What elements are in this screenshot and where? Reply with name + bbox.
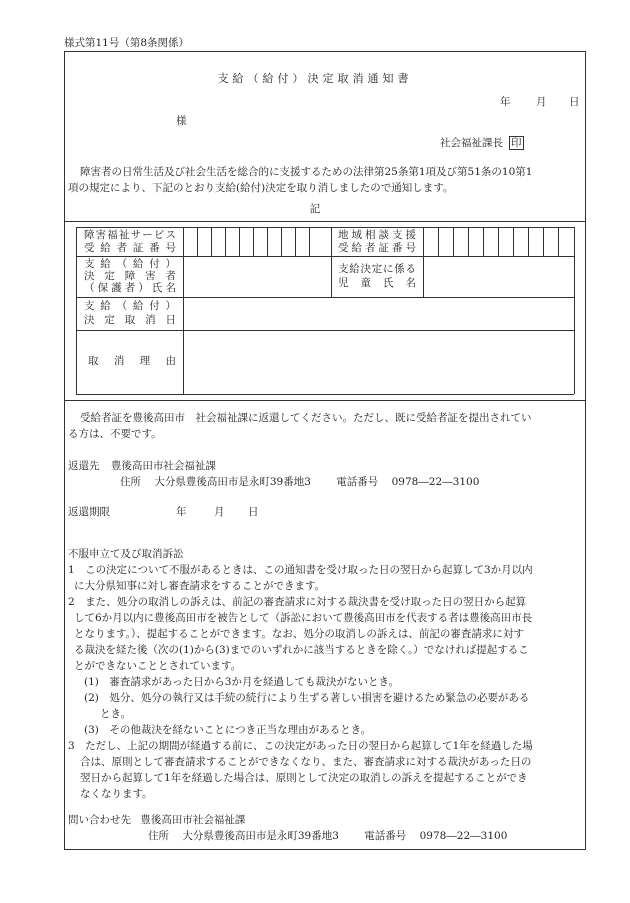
digit-box-divider	[498, 227, 499, 256]
table-left-border	[76, 227, 77, 394]
consult-label-2: 受給者証番号	[338, 242, 416, 254]
digit-box-divider	[211, 227, 212, 256]
inquiry-addr-label: 住所	[148, 830, 169, 842]
consult-label-1: 地域相談支援	[338, 229, 416, 241]
document-title: 支給（給付）決定取消通知書	[217, 72, 413, 85]
addressee-suffix: 様	[176, 115, 187, 127]
deadline-day: 日	[248, 506, 259, 518]
inquiry-addr: 大分県豊後高田市是永町39番地3	[182, 830, 339, 842]
table-label-divider	[423, 227, 424, 297]
inquiry	[68, 812, 245, 827]
digit-box-divider	[197, 227, 198, 256]
appeal-p1-line2: に大分県知事に対し審査請求をすることができます。	[74, 580, 326, 592]
digit-box-divider	[253, 227, 254, 256]
deadline-month: 月	[214, 506, 225, 518]
decided-person-label-3: （保護者）氏名	[84, 282, 176, 294]
decided-person-label-1: 支給（給付）	[84, 258, 176, 270]
table-divider	[64, 221, 586, 222]
deadline-year: 年	[176, 506, 187, 518]
appeal-p2-line1: 2 また、処分の取消しの訴えは、前記の審査請求に対する裁決書を受け取った日の翌日から起算	[68, 596, 527, 608]
cancel-date-label-1: 支給（給付）	[84, 300, 176, 312]
digit-box-divider	[543, 227, 544, 256]
date-day: 日	[569, 96, 580, 108]
appeal-p3-line1: 3 ただし、上記の期間が経過する前に、この決定があった日の翌日から起算して1年を経過した場	[68, 740, 533, 752]
deadline-label: 返還期限	[68, 506, 110, 518]
return-note-line-1: 受給者証を豊後高田市 社会福祉課に返還してください。ただし、既に受給者証を提出されてい	[80, 412, 532, 424]
appeal-p1-line1: 1 この決定について不服があるときは、この通知書を受け取った日の翌日から起算して3か月以内	[68, 564, 533, 576]
table-row-divider	[76, 330, 574, 331]
digit-box-divider	[225, 227, 226, 256]
table-row-divider	[76, 297, 574, 298]
ki-heading: 記	[309, 203, 321, 215]
return-tel-label: 電話番号	[336, 476, 379, 488]
appeal-sub2-line2: とき。	[100, 708, 132, 720]
return-note-line-2: る方は、不要です。	[68, 428, 162, 440]
return-address	[120, 474, 479, 489]
appeal-p2-line4: る裁決を経た後（次の(1)から(3)までのいずれかに該当するときを除く。）でなければ提起するこ	[74, 644, 529, 656]
return-dest-label: 返還先	[68, 460, 100, 472]
sender	[440, 135, 524, 150]
return-dest-name: 豊後高田市社会福祉課	[110, 460, 216, 472]
inquiry-address	[148, 828, 507, 843]
reason-label: 取消理由	[88, 355, 176, 367]
appeal-p2-line3: となります。）、提起することができます。なお、処分の取消しの訴えは、前記の審査請求に対す	[74, 628, 524, 640]
form-number: 様式第11号（第8条関係）	[64, 37, 190, 49]
table-right-border	[574, 227, 575, 394]
table-center-divider	[331, 227, 332, 297]
appeal-p3-line4: なくなります。	[80, 788, 153, 800]
appeal-sub2-line1: (2) 処分、処分の執行又は手続の続行により生ずる著しい損害を避けるため緊急の必要がある	[84, 692, 530, 704]
appeal-p3-line2: 合は、原則として審査請求することができなくなり、また、審査請求に対する裁決があった日の	[80, 756, 532, 768]
return-addr-label: 住所	[120, 476, 141, 488]
digit-box-divider	[468, 227, 469, 256]
child-label-2: 児童氏名	[338, 277, 416, 289]
appeal-p2-line5: とができないこととされています。	[74, 660, 242, 672]
appeal-sub1: (1) 審査請求があった日から3か月を経過しても裁決がないとき。	[84, 676, 400, 688]
inquiry-name: 豊後高田市社会福祉課	[140, 814, 246, 826]
digit-box-divider	[528, 227, 529, 256]
table-row-divider	[76, 256, 574, 257]
welfare-label-2: 受給者証番号	[84, 242, 176, 254]
inquiry-tel-label: 電話番号	[364, 830, 407, 842]
return-addr: 大分県豊後高田市是永町39番地3	[154, 476, 311, 488]
digit-box-divider	[281, 227, 282, 256]
digit-box-divider	[513, 227, 514, 256]
appeal-p3-line3: 翌日から起算して1年を経過した場合は、原則として決定の取消しの訴えを提起することができ	[80, 772, 528, 784]
digit-box-divider	[239, 227, 240, 256]
digit-box-divider	[483, 227, 484, 256]
table-top-border	[76, 227, 574, 228]
digit-box-divider	[309, 227, 310, 256]
date-month: 月	[536, 96, 547, 108]
inquiry-tel: 0978―22―3100	[419, 830, 508, 842]
table-label-divider	[183, 227, 184, 394]
cancel-date-label-2: 決定取消日	[84, 314, 176, 326]
intro-line-1: 障害者の日常生活及び社会生活を総合的に支援するための法律第25条第1項及び第51条の10第1	[80, 166, 533, 178]
welfare-label-1: 障害福祉サービス	[84, 229, 176, 241]
appeal-p2-line2: して6か月以内に豊後高田市を被告として（訴訟において豊後高田市を代表する者は豊後高田市長	[74, 612, 533, 624]
appeal-sub3: (3) その他裁決を経ないことにつき正当な理由があるとき。	[84, 724, 372, 736]
digit-box-divider	[295, 227, 296, 256]
digit-box-divider	[558, 227, 559, 256]
intro-line-2: 項の規定により、下記のとおり支給(給付)決定を取り消しましたので通知します。	[68, 182, 454, 194]
return-tel: 0978―22―3100	[391, 476, 480, 488]
seal-mark: 印	[511, 137, 522, 149]
inquiry-label: 問い合わせ先	[68, 814, 131, 826]
table-bottom-border	[76, 394, 574, 395]
digit-box-divider	[267, 227, 268, 256]
decided-person-label-2: 決定障害者	[84, 270, 176, 282]
return-destination	[68, 458, 216, 473]
digit-box-divider	[438, 227, 439, 256]
child-label-1: 支給決定に係る	[338, 263, 416, 275]
date-year: 年	[500, 96, 511, 108]
table-divider	[64, 400, 586, 401]
digit-box-divider	[453, 227, 454, 256]
appeal-heading: 不服申立て及び取消訴訟	[68, 548, 184, 560]
sender-title: 社会福祉課長	[440, 137, 503, 149]
